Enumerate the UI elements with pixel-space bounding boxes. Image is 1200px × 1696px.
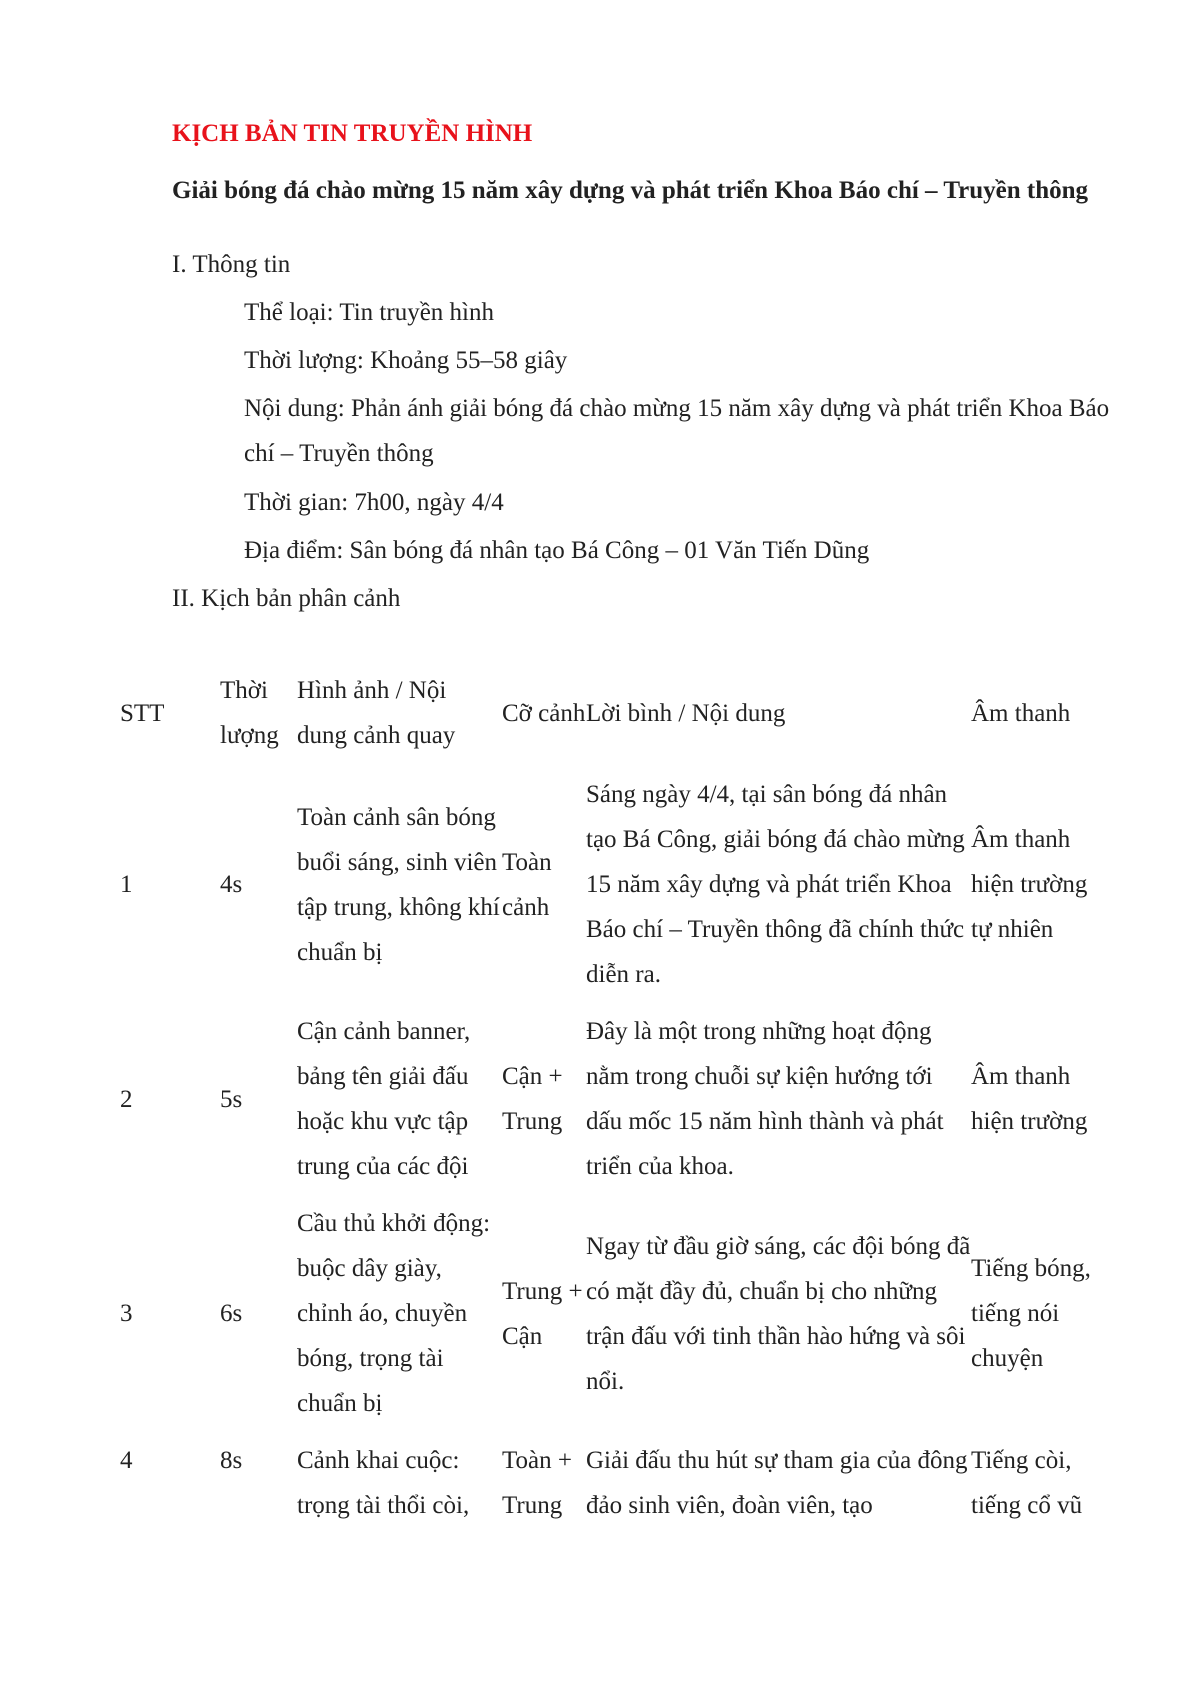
document-subtitle: Giải bóng đá chào mừng 15 năm xây dựng và phát triển Khoa Báo chí – Truyền thông bbox=[172, 177, 1089, 204]
cell-hinh-anh: Toàn cảnh sân bóng buổi sáng, sinh viên tập trung, không khí chuẩn bị bbox=[297, 803, 500, 966]
cell-thoi-luong: 4s bbox=[220, 871, 243, 898]
info-noi-dung: Nội dung: Phản ánh giải bóng đá chào mừng 15 năm xây dựng và phát triển Khoa Báo chí – Truyền thông bbox=[244, 395, 1110, 467]
table-row bbox=[120, 766, 1110, 1003]
header-loi-binh: Lời bình / Nội dung bbox=[586, 699, 786, 727]
cell-loi-binh: Sáng ngày 4/4, tại sân bóng đá nhân tạo Bá Công, giải bóng đá chào mừng 15 năm xây dựng và phát triển Khoa Báo chí – Truyền thông đã chính thức diễn ra. bbox=[586, 781, 965, 988]
cell-hinh-anh: Cận cảnh banner, bảng tên giải đấu hoặc khu vực tập trung của các đội bbox=[297, 1018, 471, 1180]
info-the-loai: Thể loại: Tin truyền hình bbox=[244, 299, 494, 326]
cell-co-canh: Trung + Cận bbox=[502, 1277, 583, 1350]
cell-co-canh: Toàn cảnh bbox=[502, 848, 552, 921]
header-am-thanh: Âm thanh bbox=[971, 699, 1071, 727]
cell-hinh-anh: Cầu thủ khởi động: buộc dây giày, chỉnh áo, chuyền bóng, trọng tài chuẩn bị bbox=[297, 1210, 491, 1417]
cell-thoi-luong: 5s bbox=[220, 1085, 243, 1113]
cell-thoi-luong: 6s bbox=[220, 1300, 243, 1327]
cell-am-thanh: Tiếng bóng, tiếng nói chuyện bbox=[971, 1255, 1091, 1372]
info-thoi-gian: Thời gian: 7h00, ngày 4/4 bbox=[244, 489, 504, 516]
header-stt: STT bbox=[120, 699, 165, 727]
header-thoi-luong: Thời lượng bbox=[220, 677, 279, 749]
table-row bbox=[120, 1003, 1110, 1195]
scene-table bbox=[120, 668, 1110, 1534]
header-co-canh: Cỡ cảnh bbox=[502, 699, 586, 727]
cell-loi-binh: Đây là một trong những hoạt động nằm trong chuỗi sự kiện hướng tới dấu mốc 15 năm hình thành và phát triển của khoa. bbox=[586, 1018, 944, 1180]
cell-stt: 3 bbox=[120, 1300, 133, 1327]
table-row bbox=[120, 1432, 1110, 1534]
cell-loi-binh: Giải đấu thu hút sự tham gia của đông đảo sinh viên, đoàn viên, tạo bbox=[586, 1447, 968, 1519]
cell-co-canh: Toàn + Trung bbox=[502, 1447, 572, 1519]
header-hinh-anh: Hình ảnh / Nội dung cảnh quay bbox=[297, 677, 456, 749]
table-header-row bbox=[120, 668, 1110, 766]
cell-stt: 1 bbox=[120, 871, 133, 898]
cell-thoi-luong: 8s bbox=[220, 1447, 243, 1474]
info-dia-diem: Địa điểm: Sân bóng đá nhân tạo Bá Công – 01 Văn Tiến Dũng bbox=[244, 537, 870, 564]
section-heading-info: I. Thông tin bbox=[172, 251, 291, 278]
cell-am-thanh: Âm thanh hiện trường bbox=[971, 1063, 1088, 1135]
cell-stt: 4 bbox=[120, 1447, 133, 1474]
table-row bbox=[120, 1195, 1110, 1432]
cell-loi-binh: Ngay từ đầu giờ sáng, các đội bóng đã có mặt đầy đủ, chuẩn bị cho những trận đấu với tinh thần hào hứng và sôi nổi. bbox=[586, 1232, 971, 1395]
cell-hinh-anh: Cảnh khai cuộc: trọng tài thổi còi, bbox=[297, 1447, 470, 1519]
cell-am-thanh: Tiếng còi, tiếng cổ vũ bbox=[971, 1447, 1083, 1519]
cell-co-canh: Cận + Trung bbox=[502, 1063, 563, 1135]
section-heading-scenes: II. Kịch bản phân cảnh bbox=[172, 585, 401, 612]
cell-stt: 2 bbox=[120, 1085, 133, 1113]
cell-am-thanh: Âm thanh hiện trường tự nhiên bbox=[971, 826, 1088, 943]
info-thoi-luong: Thời lượng: Khoảng 55–58 giây bbox=[244, 347, 568, 374]
document-title: KỊCH BẢN TIN TRUYỀN HÌNH bbox=[172, 120, 533, 147]
